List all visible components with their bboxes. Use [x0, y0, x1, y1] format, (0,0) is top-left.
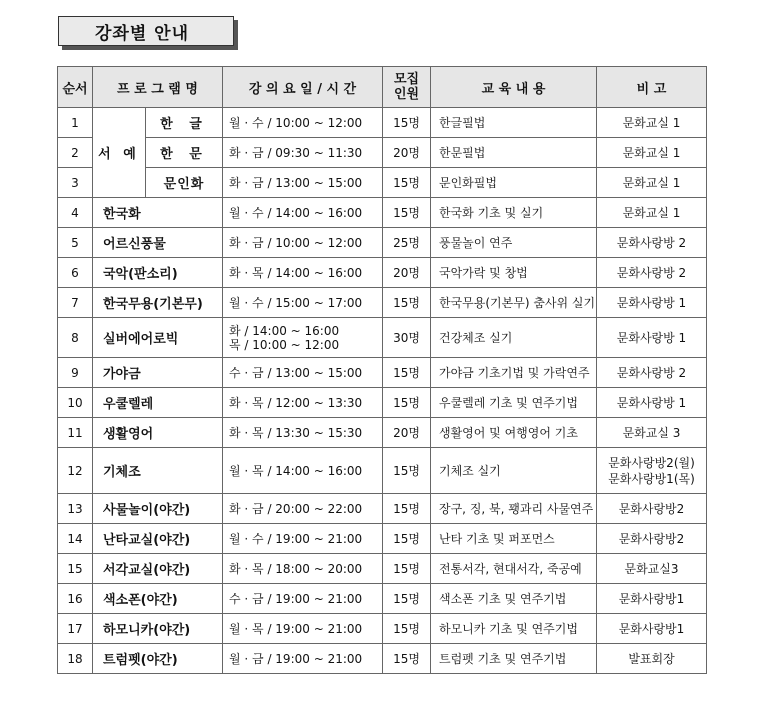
- header-recruit: [383, 67, 431, 108]
- row-no: 2: [58, 138, 93, 168]
- row-time: 수 · 금 / 13:00 ~ 15:00: [223, 358, 383, 388]
- row-no: 13: [58, 494, 93, 524]
- row-no: 5: [58, 228, 93, 258]
- row-no: 18: [58, 644, 93, 674]
- row-count: 15명: [383, 554, 431, 584]
- row-no: 10: [58, 388, 93, 418]
- row-note-line1: 문화사랑방2(월): [608, 455, 695, 470]
- row-content: 우쿨렐레 기초 및 연주기법: [431, 388, 597, 418]
- row-count: 20명: [383, 418, 431, 448]
- row-no: 4: [58, 198, 93, 228]
- row-count: 15명: [383, 448, 431, 494]
- row-count: 15명: [383, 108, 431, 138]
- table-row: [58, 418, 707, 448]
- row-program: 어르신풍물: [93, 228, 223, 258]
- row-note: 문화사랑방 1: [597, 288, 707, 318]
- row-count: 15명: [383, 388, 431, 418]
- row-no: 16: [58, 584, 93, 614]
- row-program: 생활영어: [93, 418, 223, 448]
- row-note: 문화사랑방 2: [597, 358, 707, 388]
- row-time: 월 · 수 / 14:00 ~ 16:00: [223, 198, 383, 228]
- table-row: [58, 554, 707, 584]
- table-row: [58, 288, 707, 318]
- row-note: 문화교실 1: [597, 108, 707, 138]
- schedule-table: [57, 66, 707, 674]
- row-count: 15명: [383, 524, 431, 554]
- row-count: 20명: [383, 258, 431, 288]
- row-time: 수 · 금 / 19:00 ~ 21:00: [223, 584, 383, 614]
- table-row: [58, 358, 707, 388]
- row-note: 문화교실 3: [597, 418, 707, 448]
- row-count: 25명: [383, 228, 431, 258]
- row-no: 17: [58, 614, 93, 644]
- row-content: 생활영어 및 여행영어 기초: [431, 418, 597, 448]
- row-time-line1: 화 / 14:00 ~ 16:00: [229, 323, 340, 338]
- header-row: [58, 67, 707, 108]
- row-content: 색소폰 기초 및 연주기법: [431, 584, 597, 614]
- header-time: 강 의 요 일 / 시 간: [223, 67, 383, 108]
- header-program: 프 로 그 램 명: [93, 67, 223, 108]
- row-no: 8: [58, 318, 93, 358]
- row-program: 실버에어로빅: [93, 318, 223, 358]
- row-time: 월 · 목 / 19:00 ~ 21:00: [223, 614, 383, 644]
- row-note: 문화사랑방 1: [597, 318, 707, 358]
- row-content: 하모니카 기초 및 연주기법: [431, 614, 597, 644]
- row-program: 색소폰(야간): [93, 584, 223, 614]
- table-row: [58, 258, 707, 288]
- table-row: [58, 584, 707, 614]
- row-time: 화 · 목 / 12:00 ~ 13:30: [223, 388, 383, 418]
- header-recruit-line2: 인원: [393, 87, 420, 102]
- header-note: 비 고: [597, 67, 707, 108]
- row-time: 화 · 금 / 10:00 ~ 12:00: [223, 228, 383, 258]
- row-content: 가야금 기초기법 및 가락연주: [431, 358, 597, 388]
- row-content: 장구, 징, 북, 꽹과리 사물연주: [431, 494, 597, 524]
- row-time: 화 · 금 / 13:00 ~ 15:00: [223, 168, 383, 198]
- row-program: 국악(판소리): [93, 258, 223, 288]
- table-row: [58, 524, 707, 554]
- table-row: [58, 138, 707, 168]
- row-time: 월 · 목 / 14:00 ~ 16:00: [223, 448, 383, 494]
- row-content: 문인화필법: [431, 168, 597, 198]
- table-row: [58, 644, 707, 674]
- row-note: 문화교실 1: [597, 168, 707, 198]
- row-count: 15명: [383, 494, 431, 524]
- row-program: 사물놀이(야간): [93, 494, 223, 524]
- row-no: 9: [58, 358, 93, 388]
- row-note: 문화사랑방2: [597, 494, 707, 524]
- row-content: 한국화 기초 및 실기: [431, 198, 597, 228]
- header-content: 교 육 내 용: [431, 67, 597, 108]
- row-content: 한글필법: [431, 108, 597, 138]
- row-time: 화 · 금 / 09:30 ~ 11:30: [223, 138, 383, 168]
- row-time: 월 · 금 / 19:00 ~ 21:00: [223, 644, 383, 674]
- row-content: 국악가락 및 창법: [431, 258, 597, 288]
- header-no: 순서: [58, 67, 93, 108]
- row-note: 문화사랑방1: [597, 614, 707, 644]
- page-title: 강좌별 안내: [58, 16, 234, 46]
- row-note: 문화교실 1: [597, 138, 707, 168]
- row-time-line2: 목 / 10:00 ~ 12:00: [229, 337, 340, 352]
- row-content: 트럼펫 기초 및 연주기법: [431, 644, 597, 674]
- table-row: [58, 168, 707, 198]
- row-no: 15: [58, 554, 93, 584]
- row-time: 화 · 금 / 20:00 ~ 22:00: [223, 494, 383, 524]
- row-time: 월 · 수 / 10:00 ~ 12:00: [223, 108, 383, 138]
- row-subprogram: 한 글: [146, 108, 223, 138]
- row-count: 15명: [383, 288, 431, 318]
- row-content: 기체조 실기: [431, 448, 597, 494]
- row-program: 기체조: [93, 448, 223, 494]
- row-no: 1: [58, 108, 93, 138]
- table-row: [58, 494, 707, 524]
- row-note: 문화사랑방 2: [597, 228, 707, 258]
- row-count: 15명: [383, 584, 431, 614]
- row-program: 하모니카(야간): [93, 614, 223, 644]
- row-note-line2: 문화사랑방1(목): [608, 471, 695, 486]
- table-row: [58, 448, 707, 494]
- row-time: 화 · 목 / 14:00 ~ 16:00: [223, 258, 383, 288]
- row-program: 한국화: [93, 198, 223, 228]
- row-no: 12: [58, 448, 93, 494]
- row-note: 문화사랑방 2: [597, 258, 707, 288]
- row-program: 가야금: [93, 358, 223, 388]
- table-row: [58, 388, 707, 418]
- row-count: 20명: [383, 138, 431, 168]
- row-note: 문화교실 1: [597, 198, 707, 228]
- row-time: 화 · 목 / 13:30 ~ 15:30: [223, 418, 383, 448]
- row-content: 풍물놀이 연주: [431, 228, 597, 258]
- row-note: 문화사랑방2: [597, 524, 707, 554]
- row-content: 한국무용(기본무) 춤사위 실기: [431, 288, 597, 318]
- row-program: 난타교실(야간): [93, 524, 223, 554]
- row-count: 15명: [383, 644, 431, 674]
- row-content: 한문필법: [431, 138, 597, 168]
- row-no: 6: [58, 258, 93, 288]
- row-count: 15명: [383, 358, 431, 388]
- row-note: 문화교실3: [597, 554, 707, 584]
- row-time: [223, 318, 383, 358]
- row-no: 14: [58, 524, 93, 554]
- row-note: 발표회장: [597, 644, 707, 674]
- table-row: [58, 108, 707, 138]
- row-count: 15명: [383, 198, 431, 228]
- row-time: 화 · 목 / 18:00 ~ 20:00: [223, 554, 383, 584]
- row-content: 난타 기초 및 퍼포먼스: [431, 524, 597, 554]
- row-program: 우쿨렐레: [93, 388, 223, 418]
- table-row: [58, 318, 707, 358]
- table-row: [58, 198, 707, 228]
- row-no: 3: [58, 168, 93, 198]
- row-note: [597, 448, 707, 494]
- row-time: 월 · 수 / 15:00 ~ 17:00: [223, 288, 383, 318]
- group-calligraphy: 서 예: [93, 108, 146, 198]
- row-count: 30명: [383, 318, 431, 358]
- row-program: 한국무용(기본무): [93, 288, 223, 318]
- row-note: 문화사랑방1: [597, 584, 707, 614]
- row-note: 문화사랑방 1: [597, 388, 707, 418]
- row-program: 서각교실(야간): [93, 554, 223, 584]
- table-row: [58, 614, 707, 644]
- row-no: 11: [58, 418, 93, 448]
- row-no: 7: [58, 288, 93, 318]
- row-subprogram: 문인화: [146, 168, 223, 198]
- row-content: 건강체조 실기: [431, 318, 597, 358]
- row-time: 월 · 수 / 19:00 ~ 21:00: [223, 524, 383, 554]
- table-row: [58, 228, 707, 258]
- row-count: 15명: [383, 614, 431, 644]
- row-program: 트럼펫(야간): [93, 644, 223, 674]
- header-recruit-line1: 모집: [393, 72, 420, 87]
- row-subprogram: 한 문: [146, 138, 223, 168]
- row-content: 전통서각, 현대서각, 죽공예: [431, 554, 597, 584]
- row-count: 15명: [383, 168, 431, 198]
